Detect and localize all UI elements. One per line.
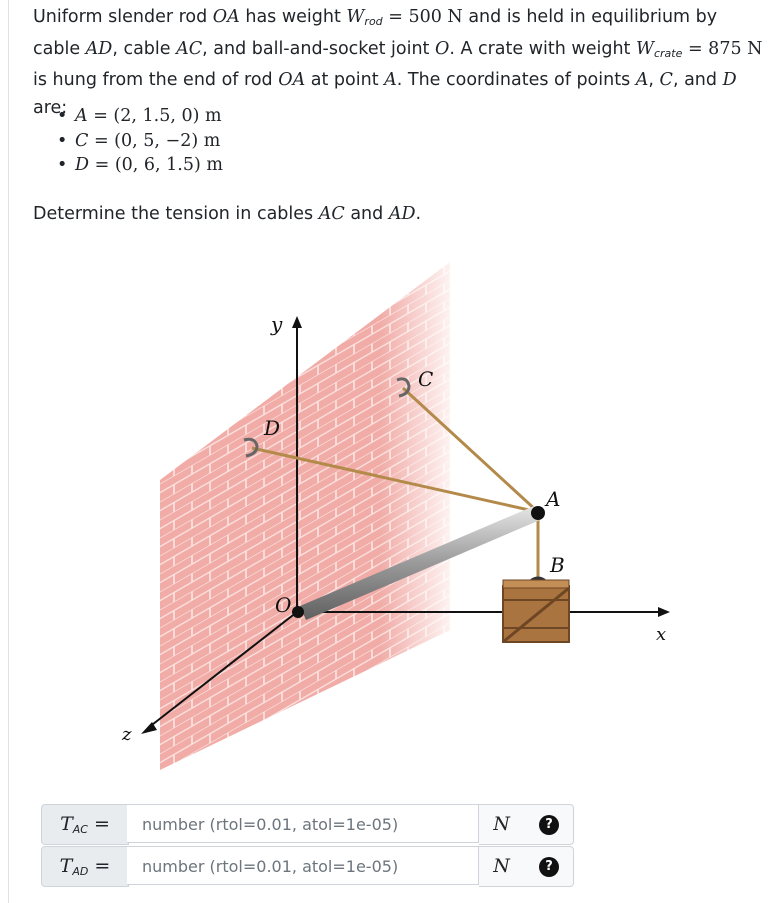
y-axis-arrow xyxy=(292,316,302,328)
tac-unit: N xyxy=(479,804,525,845)
crate-top xyxy=(503,580,569,588)
answer-row-tad xyxy=(41,846,573,887)
problem-text: Uniform slender rod xyxy=(33,7,213,27)
problem-text: , xyxy=(648,70,660,90)
label-z: z xyxy=(122,724,132,745)
point-a-marker xyxy=(531,506,545,520)
problem-text: , cable xyxy=(112,38,177,59)
w-rod-symbol: W xyxy=(346,7,365,27)
answer-label-tac xyxy=(41,804,129,845)
coord-value: = (0, 5, −2) m xyxy=(88,130,221,151)
question-text xyxy=(33,204,421,224)
tad-input[interactable]: number (rtol=0.01, atol=1e-05) xyxy=(127,846,479,885)
point-a-symbol: A xyxy=(384,70,397,90)
question-circle-icon[interactable]: ? xyxy=(539,857,559,877)
wall-fade xyxy=(380,262,450,665)
point-o-marker xyxy=(292,606,304,618)
answer-row-tac xyxy=(41,804,573,845)
w-rod-value: = 500 N xyxy=(382,7,463,27)
w-crate-symbol: W xyxy=(635,38,654,59)
rod-symbol: OA xyxy=(212,7,240,27)
cable-ac-symbol: AC xyxy=(318,204,345,224)
tac-help-button[interactable] xyxy=(524,804,574,845)
coord-value: = (2, 1.5, 0) m xyxy=(87,106,222,126)
tad-unit: N xyxy=(479,846,525,887)
question-part: and xyxy=(344,204,389,224)
coord-value: = (0, 6, 1.5) m xyxy=(89,155,223,175)
label-d: D xyxy=(264,416,281,440)
tad-help-button[interactable] xyxy=(524,846,574,887)
label-o: O xyxy=(275,593,292,617)
rod-symbol: OA xyxy=(278,70,306,90)
answer-label-tad xyxy=(41,846,129,887)
coordinate-item-c xyxy=(57,129,223,154)
x-axis-arrow xyxy=(658,607,670,617)
w-rod-subscript: rod xyxy=(364,15,383,28)
point-d-symbol: D xyxy=(722,70,737,90)
coordinate-item-a xyxy=(57,104,223,129)
label-y: y xyxy=(271,312,283,336)
answer-symbol: T xyxy=(60,813,73,835)
problem-text: . A crate with weight xyxy=(449,38,636,59)
coord-name: C xyxy=(75,130,89,151)
coord-name: A xyxy=(75,106,88,126)
coordinate-item-d xyxy=(57,153,223,178)
coord-name: D xyxy=(75,155,90,175)
label-x: x xyxy=(656,624,667,645)
problem-text: . The coordinates of points xyxy=(396,70,636,90)
cable-ad-symbol: AD xyxy=(388,204,416,224)
question-part: . xyxy=(415,204,422,224)
problem-text: , and ball-and-socket joint xyxy=(202,38,435,59)
coordinate-list xyxy=(57,104,223,178)
answer-subscript: AD xyxy=(72,865,89,878)
answer-equals: = xyxy=(87,813,110,835)
problem-text: is hung from the end of rod xyxy=(33,70,279,90)
label-a: A xyxy=(546,487,561,511)
cable-ac-symbol: AC xyxy=(176,38,203,59)
problem-text: has weight xyxy=(239,7,347,27)
label-b: B xyxy=(550,553,565,577)
point-c-symbol: C xyxy=(659,70,673,90)
rod-cable-figure xyxy=(0,250,772,790)
problem-text: are: xyxy=(33,97,68,118)
answer-subscript: AC xyxy=(72,823,88,836)
problem-text: at point xyxy=(305,70,385,90)
w-crate-value: = 875 N xyxy=(682,38,763,59)
problem-text: , and xyxy=(672,70,723,90)
cable-ad-symbol: AD xyxy=(85,38,113,59)
answer-symbol: T xyxy=(59,855,73,877)
question-circle-icon[interactable]: ? xyxy=(539,815,559,835)
question-part: Determine the tension in cables xyxy=(33,204,319,224)
tac-input[interactable]: number (rtol=0.01, atol=1e-05) xyxy=(127,804,479,843)
w-crate-subscript: crate xyxy=(653,46,683,60)
answer-equals: = xyxy=(88,855,111,877)
joint-symbol: O xyxy=(434,38,450,59)
label-c: C xyxy=(418,367,434,391)
problem-text: and is held in equilibrium by cable xyxy=(33,7,718,59)
point-a-symbol: A xyxy=(635,70,649,90)
